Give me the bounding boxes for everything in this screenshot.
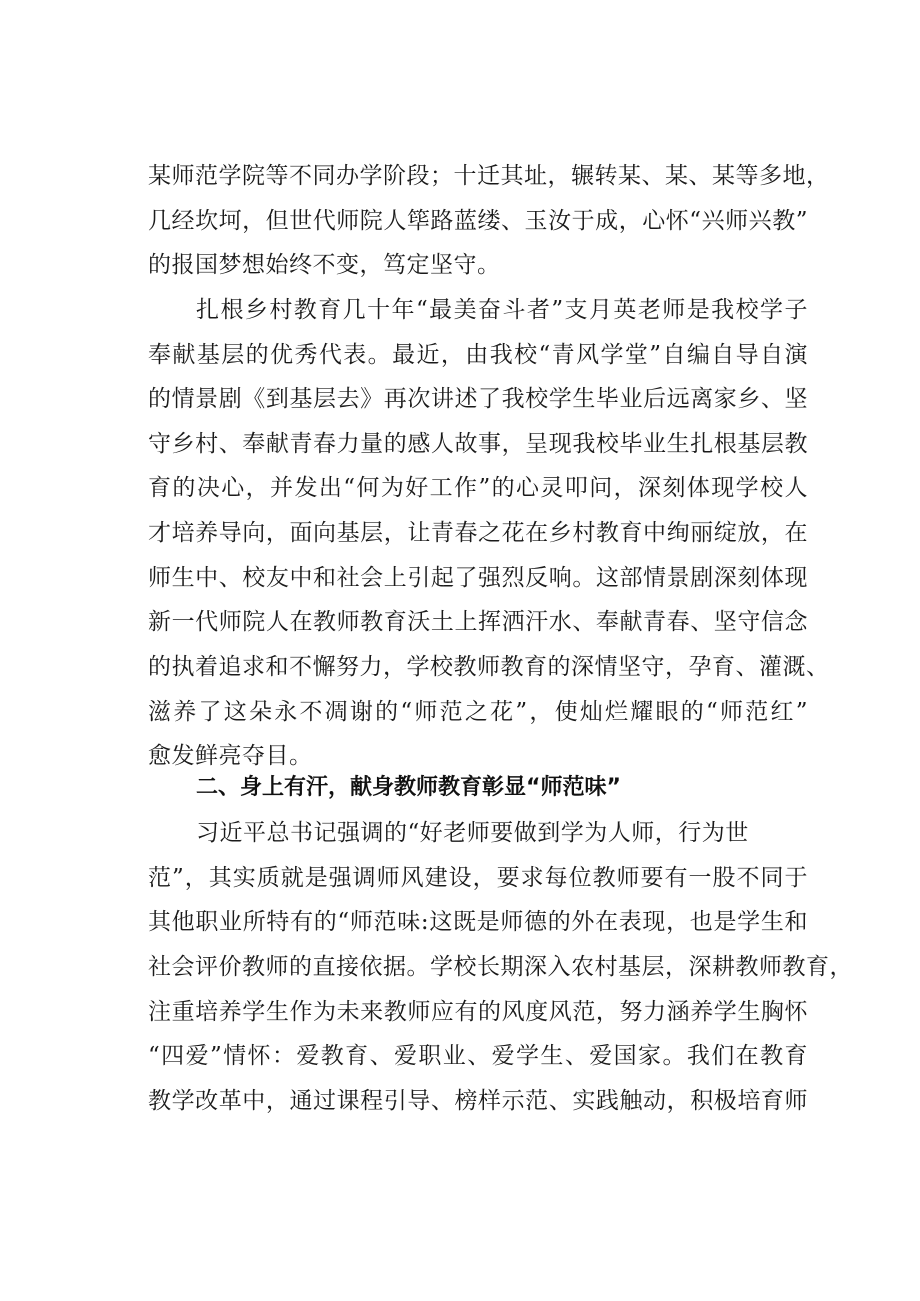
text-line: 新一代师院人在教师教育沃土上挥洒汗水、奉献青春、坚守信念 bbox=[148, 609, 808, 635]
text-line: 其他职业所特有的“师范味:这既是师德的外在表现，也是学生和 bbox=[148, 909, 808, 935]
text-line: 注重培养学生作为未来教师应有的风度风范，努力涵养学生胸怀 bbox=[148, 999, 808, 1025]
text-line: 社会评价教师的直接依据。学校长期深入农村基层，深耕教师教育， bbox=[148, 954, 853, 980]
text-line: 滋养了这朵永不凋谢的“师范之花”，使灿烂耀眼的“师范红” bbox=[148, 699, 808, 725]
text-line: 扎根乡村教育几十年“最美奋斗者”支月英老师是我校学子 bbox=[196, 297, 808, 323]
text-line: 师生中、校友中和社会上引起了强烈反响。这部情景剧深刻体现 bbox=[148, 565, 808, 591]
text-line: 愈发鲜亮夺目。 bbox=[148, 743, 313, 769]
text-line: 守乡村、奉献青春力量的感人故事，呈现我校毕业生扎根基层教 bbox=[148, 431, 808, 457]
text-line: 才培养导向，面向基层，让青春之花在乡村教育中绚丽绽放，在 bbox=[148, 520, 808, 546]
text-line: 的情景剧《到基层去》再次讲述了我校学生毕业后远离家乡、坚 bbox=[148, 386, 808, 412]
text-line: 习近平总书记强调的“好老师要做到学为人师，行为世 bbox=[196, 820, 749, 846]
text-line: 的执着追求和不懈努力，学校教师教育的深情坚守，孕育、灌溉、 bbox=[148, 654, 830, 680]
text-line: 育的决心，并发出“何为好工作”的心灵叩问，深刻体现学校人 bbox=[148, 475, 808, 501]
text-line: “四爱”情怀：爱教育、爱职业、爱学生、爱国家。我们在教育 bbox=[148, 1043, 808, 1069]
text-line: 范”，其实质就是强调师风建设，要求每位教师要有一股不同于 bbox=[148, 865, 808, 891]
text-line: 教学改革中，通过课程引导、榜样示范、实践触动，积极培育师 bbox=[148, 1088, 808, 1114]
text-line: 某师范学院等不同办学阶段；十迁其址，辗转某、某、某等多地， bbox=[148, 163, 830, 189]
text-line: 的报国梦想始终不变，笃定坚守。 bbox=[148, 252, 501, 278]
text-line: 几经坎坷，但世代师院人筚路蓝缕、玉汝于成，心怀“兴师兴教” bbox=[148, 208, 808, 234]
section-heading: 二、身上有汗，献身教师教育彰显“师范味” bbox=[196, 775, 621, 800]
text-line: 奉献基层的优秀代表。最近，由我校“青风学堂”自编自导自演 bbox=[148, 342, 808, 368]
